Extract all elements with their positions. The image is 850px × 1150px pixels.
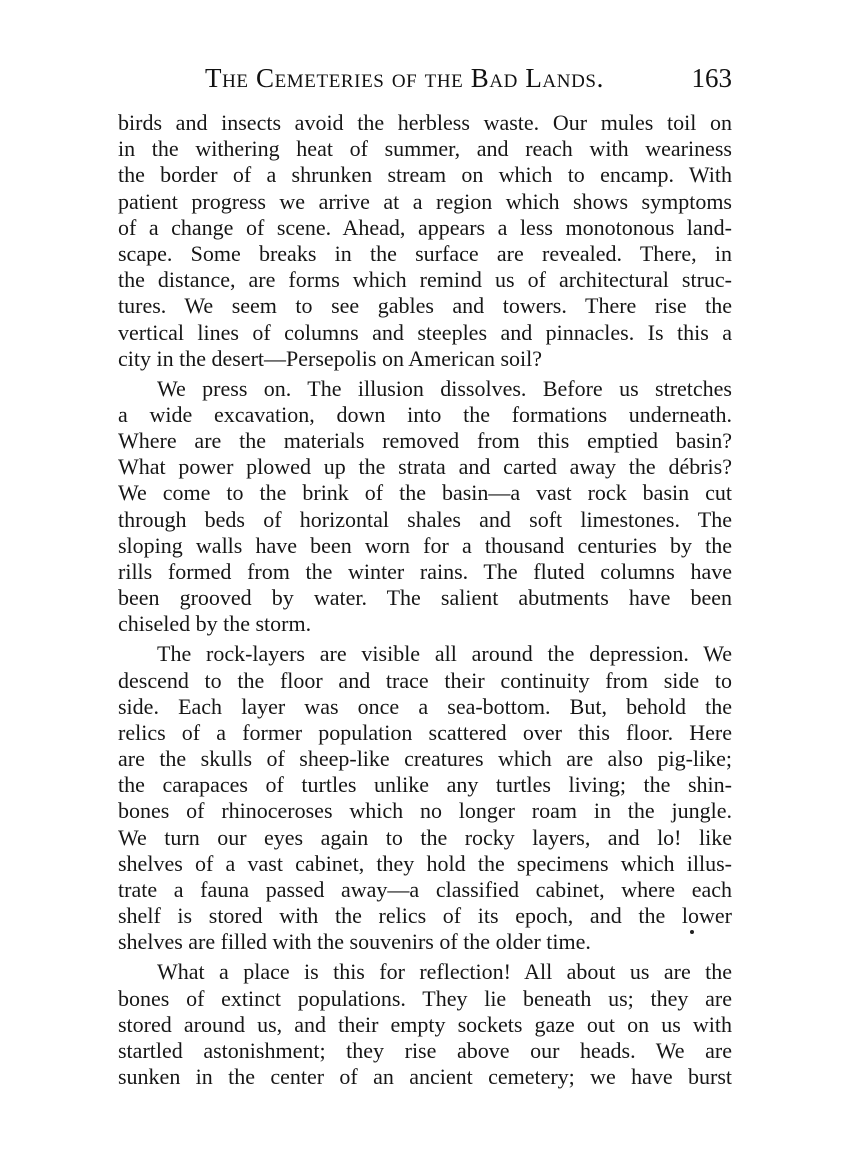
text-line: relics of a former population scattered over this floor. Here [118,719,732,745]
running-title: The Cemeteries of the Bad Lands. [205,63,604,93]
text-line: the carapaces of turtles unlike any turtles living; the shin- [118,772,732,798]
text-line: a wide excavation, down into the formations underneath. [118,401,732,427]
text-line: shelves of a vast cabinet, they hold the specimens which illus- [118,850,732,876]
text-line: The rock-layers are visible all around the depression. We [157,641,732,667]
text-line: birds and insects avoid the herbless waste. Our mules toil on [118,110,732,135]
text-line: rills formed from the winter rains. The fluted columns have [118,558,732,584]
text-line: tures. We seem to see gables and towers. There rise the [118,293,732,319]
text-line: the distance, are forms which remind us of architectural struc- [118,267,732,293]
text-line: We press on. The illusion dissolves. Before us stretches [157,375,732,401]
text-line: We turn our eyes again to the rocky layers, and lo! like [118,824,732,850]
text-line: trate a fauna passed away—a classified cabinet, where each [118,877,732,903]
text-line: of a change of scene. Ahead, appears a less monotonous land- [118,214,732,240]
text-line: been grooved by water. The salient abutments have been [118,585,732,611]
text-line: descend to the floor and trace their continuity from side to [118,667,732,693]
page-number: 163 [691,63,732,93]
text-line: the border of a shrunken stream on which to encamp. With [118,162,732,188]
text-line: through beds of horizontal shales and soft limestones. The [118,506,732,532]
text-line: What power plowed up the strata and carted away the débris? [118,454,732,480]
text-line: side. Each layer was once a sea-bottom. But, behold the [118,693,732,719]
text-line: sunken in the center of an ancient cemetery; we have burst [118,1064,732,1090]
text-line: city in the desert—Persepolis on American soil? [118,345,543,371]
text-line: in the withering heat of summer, and reach with weariness [118,136,732,162]
text-line: We come to the brink of the basin—a vast rock basin cut [118,480,732,506]
text-line: stored around us, and their empty sockets gaze out on us with [118,1011,732,1037]
text-line: shelf is stored with the relics of its epoch, and the lower [118,903,732,929]
text-line: patient progress we arrive at a region which shows symptoms [118,188,732,214]
paragraph-4 [118,959,732,1090]
running-head [118,58,732,98]
body-text [118,110,732,1090]
text-line: bones of extinct populations. They lie beneath us; they are [118,985,732,1011]
ink-speck [690,930,694,934]
paragraph-2 [118,376,732,638]
text-line: scape. Some breaks in the surface are revealed. There, in [118,240,732,266]
text-line: chiseled by the storm. [118,611,312,637]
paragraph-1 [118,110,732,372]
text-line: What a place is this for reflection! All about us are the [157,959,732,985]
text-line: shelves are filled with the souvenirs of the older time. [118,929,591,955]
text-line: bones of rhinoceroses which no longer roam in the jungle. [118,798,732,824]
text-line: vertical lines of columns and steeples and pinnacles. Is this a [118,319,732,345]
text-line: startled astonishment; they rise above our heads. We are [118,1037,732,1063]
text-line: are the skulls of sheep-like creatures which are also pig-like; [118,746,732,772]
paragraph-3 [118,641,732,955]
text-line: Where are the materials removed from this emptied basin? [118,428,732,454]
text-line: sloping walls have been worn for a thousand centuries by the [118,532,732,558]
